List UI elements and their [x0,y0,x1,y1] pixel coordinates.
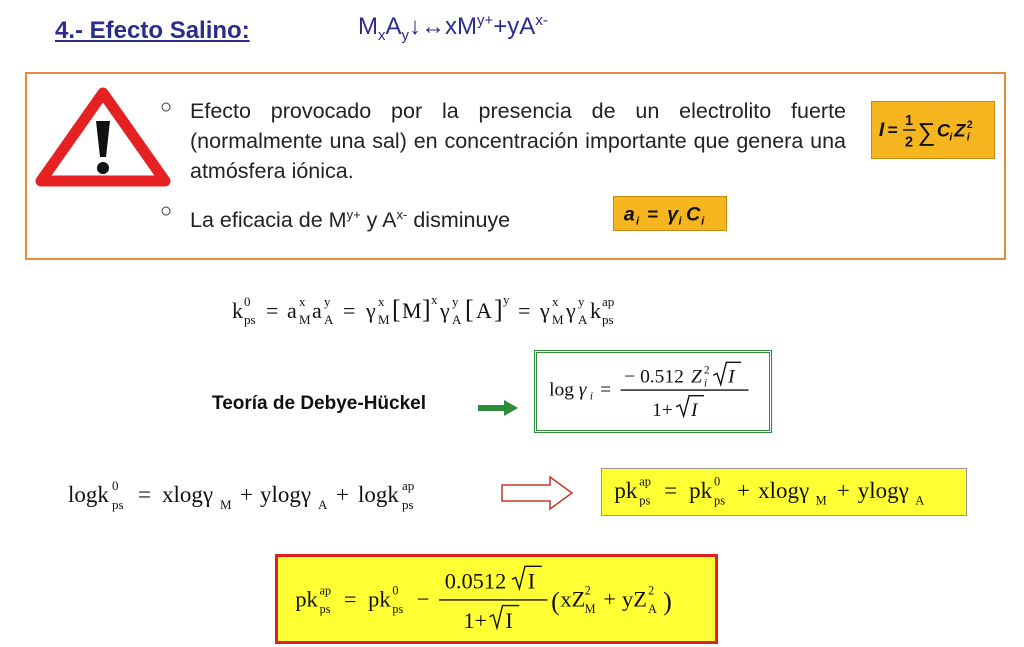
svg-text:0: 0 [714,474,721,489]
svg-text:0: 0 [392,583,399,598]
svg-text:I: I [527,568,536,594]
svg-text:pk: pk [689,477,713,503]
svg-text:pk: pk [295,586,318,612]
svg-text:log: log [549,379,574,401]
svg-text:=: = [664,477,678,503]
svg-text:=: = [138,482,151,507]
svg-text:+: + [737,477,751,503]
svg-text:γ: γ [667,203,679,226]
green-arrow-icon [478,400,518,416]
bullet-item-1 [160,96,846,186]
svg-text:=: = [647,203,659,225]
svg-text:a: a [287,298,297,323]
activity-formula [613,196,727,231]
svg-text:A: A [578,312,588,327]
svg-text:x: x [378,294,385,309]
svg-text:=: = [343,586,357,612]
svg-text:Z: Z [691,366,702,388]
svg-text:y: y [452,294,459,309]
svg-text:yZ: yZ [622,586,647,612]
svg-text:i: i [636,215,640,228]
svg-text:ps: ps [714,493,726,508]
svg-text:1+: 1+ [463,607,488,633]
svg-text:[: [ [465,295,474,324]
svg-text:y: y [578,294,585,309]
svg-text:i: i [701,215,705,228]
svg-text:a: a [312,298,322,323]
bullet-marker: ○ [160,96,173,118]
svg-text:=: = [518,298,531,323]
svg-text:ps: ps [319,602,331,616]
header-equation: $M_xA_y↓\leftrightarrow xM^{y+}+yA^{x-}$ [358,12,548,44]
svg-text:M: M [378,312,390,327]
svg-text:M: M [584,602,596,616]
svg-text:a: a [623,203,635,226]
svg-text:xlogγ: xlogγ [162,482,214,507]
svg-text:ap: ap [602,294,615,309]
svg-text:2: 2 [905,134,914,151]
svg-text:=: = [600,379,612,401]
svg-text:−: − [416,586,430,612]
svg-text:0: 0 [112,478,119,493]
svg-text:ap: ap [319,583,332,598]
svg-text:ps: ps [639,493,651,508]
svg-text:): ) [663,587,672,617]
debye-huckel-label: Teoría de Debye-Hückel [212,393,427,414]
svg-text:ps: ps [244,312,256,327]
svg-text:ps: ps [112,497,124,512]
svg-text:1+: 1+ [652,400,673,422]
svg-text:0: 0 [244,294,251,309]
svg-text:ps: ps [402,497,414,512]
svg-text:2: 2 [584,583,591,598]
svg-text:(: ( [551,587,560,617]
svg-text:pk: pk [614,477,638,503]
svg-text:I: I [878,119,885,141]
svg-text:[: [ [392,295,401,324]
svg-text:]: ] [494,295,503,324]
svg-text:A: A [324,312,334,327]
hollow-arrow-icon [500,475,574,511]
bullet-text-1: Efecto provocado por la presencia de un electrolito fuerte (normalmente una sal) en concentración importante que genera una atmósfera iónica. [190,99,846,183]
svg-text:A: A [318,497,328,512]
svg-text:ps: ps [602,312,614,327]
svg-text:2: 2 [704,364,710,377]
svg-text:=: = [343,298,356,323]
svg-text:M: M [299,312,311,327]
svg-text:M: M [815,493,827,508]
svg-text:k: k [590,298,601,323]
svg-text:i: i [966,131,970,144]
svg-text:ylogγ: ylogγ [857,477,909,503]
svg-text:k: k [232,298,243,323]
svg-text:M: M [552,312,564,327]
svg-text:1: 1 [905,113,914,130]
svg-text:ap: ap [402,478,415,493]
svg-text:ps: ps [392,602,404,616]
svg-text:i: i [949,131,953,144]
svg-text:I: I [728,366,735,388]
svg-text:A: A [476,298,492,323]
svg-text:γ: γ [578,379,587,401]
svg-text:A: A [452,312,462,327]
svg-text:xlogγ: xlogγ [758,477,810,503]
svg-text:∑: ∑ [917,118,936,147]
svg-text:i: i [678,215,682,228]
bullet-text-2: La eficacia de $M^{y+}$ y $A^{x-}$ disminuye [190,207,511,233]
svg-text:γ: γ [366,298,376,323]
svg-text:M: M [402,298,422,323]
svg-text:i: i [589,390,594,403]
svg-text:i: i [704,377,708,390]
svg-text:+: + [240,482,253,507]
svg-text:M: M [220,497,232,512]
svg-text:]: ] [422,295,431,324]
svg-text:C: C [936,119,951,141]
svg-text:pk: pk [368,586,391,612]
svg-text:x: x [552,294,559,309]
final-pk-formula [275,554,718,644]
warning-icon [35,87,171,187]
svg-text:=: = [266,298,279,323]
svg-text:logk: logk [68,482,109,507]
svg-text:+: + [836,477,850,503]
svg-text:A: A [648,602,657,616]
svg-text:γ: γ [566,298,576,323]
svg-text:ylogγ: ylogγ [260,482,312,507]
svg-text:− 0.512: − 0.512 [624,366,684,388]
svg-text:logk: logk [358,482,399,507]
svg-text:γ: γ [440,298,450,323]
svg-text:Z: Z [954,119,966,141]
pk-apparent-formula [601,468,967,516]
svg-text:+: + [603,586,617,612]
svg-text:I: I [505,607,513,633]
debye-huckel-formula [534,350,772,433]
svg-text:γ: γ [540,298,550,323]
svg-text:A: A [915,493,925,508]
ionic-strength-formula [871,101,995,159]
svg-text:I: I [691,400,698,422]
bullet-item-2 [160,200,510,235]
equilibrium-equation [232,288,702,332]
svg-text:ap: ap [639,474,652,489]
svg-text:2: 2 [966,119,973,132]
svg-text:y: y [503,292,510,307]
svg-text:xZ: xZ [560,586,586,612]
svg-text:2: 2 [648,583,655,598]
svg-text:+: + [336,482,349,507]
svg-text:x: x [299,294,306,309]
svg-text:=: = [887,119,898,140]
svg-text:y: y [324,294,331,309]
log-equation [68,474,478,518]
page-title: 4.- Efecto Salino: [55,17,250,44]
svg-text:C: C [686,203,701,226]
bullet-marker: ○ [160,200,173,222]
svg-text:x: x [431,292,438,307]
svg-text:0.0512: 0.0512 [444,568,507,594]
